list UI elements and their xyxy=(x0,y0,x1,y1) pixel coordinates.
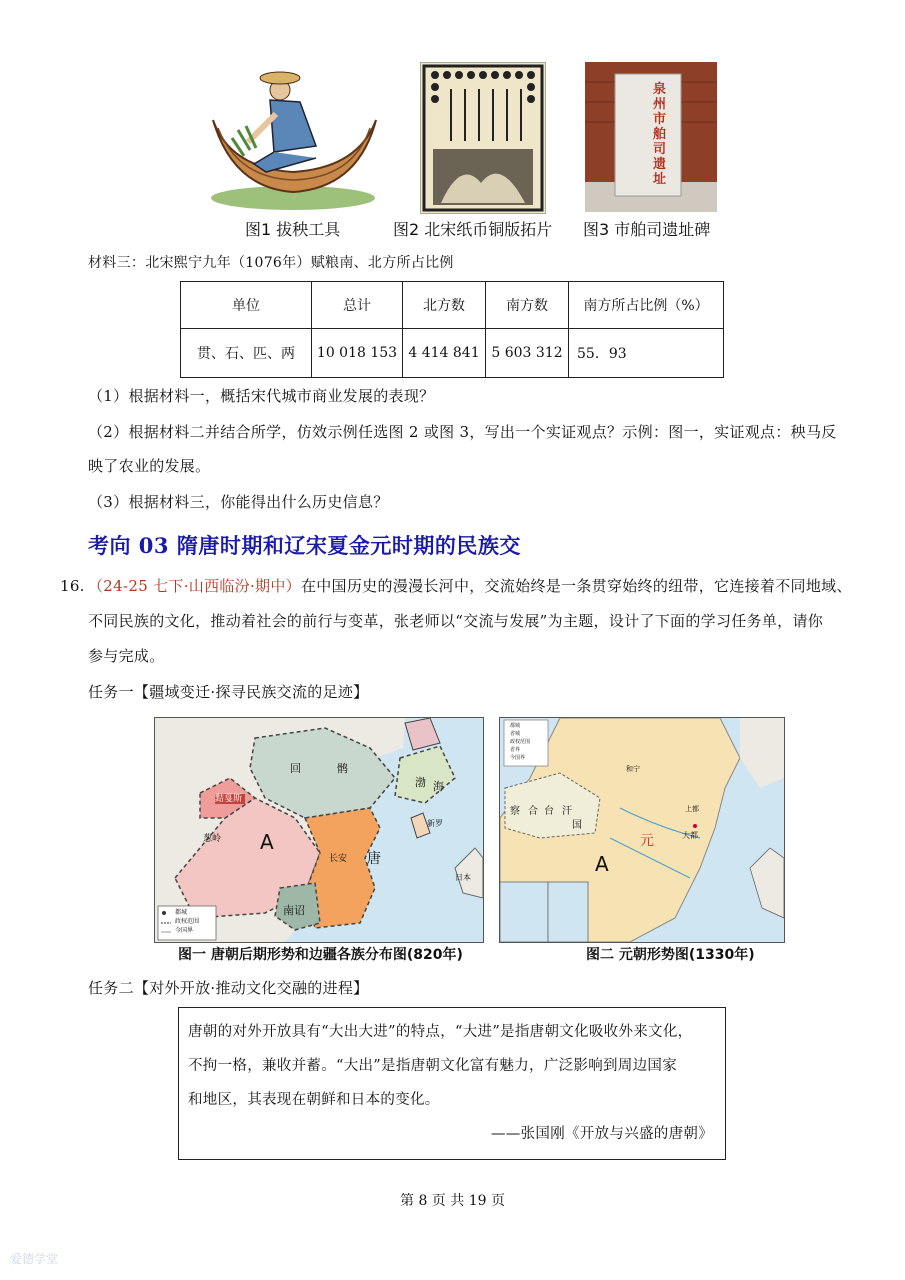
map1-label-xinluo: 新罗 xyxy=(427,819,443,828)
map-1-caption: 图一 唐朝后期形势和边疆各族分布图(820年) xyxy=(178,947,463,963)
map1-label-nanzhao: 南诏 xyxy=(283,904,305,917)
map-tang-820 xyxy=(154,717,484,943)
table-header-cell: 总计 xyxy=(312,282,403,329)
quote-source: ——张国刚《开放与兴盛的唐朝》 xyxy=(491,1126,713,1142)
table-cell: 4 414 841 xyxy=(403,329,486,378)
table-header-row xyxy=(181,282,724,329)
task-2-label: 任务二【对外开放·推动文化交融的进程】 xyxy=(88,979,369,997)
table-header-cell: 南方数 xyxy=(486,282,569,329)
question-2-line-1: （2）根据材料二并结合所学，仿效示例任选图 2 或图 3，写出一个实证观点？示例：图一，实证观点：秧马反 xyxy=(88,423,837,441)
map1-label-bohai-1: 渤 xyxy=(415,776,426,789)
map2-legend xyxy=(510,722,530,762)
map2-label-tai: 台 xyxy=(544,806,554,817)
map1-label-a: A xyxy=(260,830,274,854)
map1-legend xyxy=(175,908,199,935)
table-cell: 55．93 xyxy=(569,329,724,378)
map2-label-dadu: 大都 xyxy=(682,831,698,840)
table-header-cell: 南方所占比例（%） xyxy=(569,282,724,329)
map-yuan-1330 xyxy=(499,717,785,943)
question-16-line-1 xyxy=(88,570,852,603)
quote-line-1: 唐朝的对外开放具有“大出大进”的特点，“大进”是指唐朝文化吸收外来文化， xyxy=(188,1024,693,1040)
map1-legend-item: 今国界 xyxy=(175,927,194,934)
map1-label-tang: 唐 xyxy=(367,851,381,867)
question-16-text: 在中国历史的漫漫长河中，交流始终是一条贯穿始终的纽带，它连接着不同地域、 xyxy=(300,577,852,595)
question-16-line-2: 不同民族的文化，推动着社会的前行与变革，张老师以“交流与发展”为主题，设计了下面的学习任务单，请你 xyxy=(88,612,824,630)
map-2-caption: 图二 元朝形势图(1330年) xyxy=(586,947,755,963)
material-3-table xyxy=(180,281,724,378)
map2-label-han: 汗 xyxy=(562,806,572,817)
map1-label-huihu-1: 回 xyxy=(290,762,301,775)
question-2-line-2: 映了农业的发展。 xyxy=(88,457,211,475)
map1-label-riben: 日本 xyxy=(455,873,471,882)
map1-label-changan: 长安 xyxy=(329,854,348,864)
figure-3-caption: 图3 市舶司遗址碑 xyxy=(583,220,711,239)
map2-legend-item: 都城 xyxy=(510,723,521,729)
table-cell: 贯、石、匹、两 xyxy=(181,329,312,378)
map2-label-a: A xyxy=(595,852,609,876)
figure-1-image xyxy=(208,60,378,210)
figure-1-caption: 图1 拔秧工具 xyxy=(245,220,341,239)
figure-2-image xyxy=(420,62,546,214)
map2-legend-item: 省界 xyxy=(510,747,521,753)
task-1-label: 任务一【疆域变迁·探寻民族交流的足迹】 xyxy=(88,683,369,701)
map1-label-xiajiasi: 黠戛斯 xyxy=(215,794,245,804)
question-16-source: （24-25 七下·山西临汾·期中） xyxy=(88,577,301,595)
map1-label-huihu-2: 鹘 xyxy=(337,762,348,775)
map2-label-guo: 国 xyxy=(572,820,582,831)
table-row xyxy=(181,329,724,378)
table-header-cell: 北方数 xyxy=(403,282,486,329)
question-16-line-3: 参与完成。 xyxy=(88,647,165,665)
map2-label-yuan: 元 xyxy=(640,833,654,849)
section-title: 考向 03 隋唐时期和辽宋夏金元时期的民族交 xyxy=(88,533,521,558)
material-3-title: 材料三：北宋熙宁九年（1076年）赋粮南、北方所占比例 xyxy=(88,255,454,271)
map1-label-congling: 葱岭 xyxy=(203,834,222,844)
map2-legend-item: 今国界 xyxy=(510,755,526,761)
map2-label-cha: 察 xyxy=(510,806,520,817)
map1-legend-item: 政权范围 xyxy=(175,918,200,925)
map1-legend-item: 都城 xyxy=(175,909,188,916)
figure-2-caption: 图2 北宋纸币铜版拓片 xyxy=(393,220,553,239)
map2-legend-item: 政权范围 xyxy=(510,739,531,745)
quote-line-3: 和地区，其表现在朝鲜和日本的变化。 xyxy=(188,1092,440,1108)
question-1: （1）根据材料一，概括宋代城市商业发展的表现？ xyxy=(88,387,435,405)
map2-label-he: 合 xyxy=(528,806,538,817)
figure-3-image xyxy=(585,62,717,212)
table-cell: 10 018 153 xyxy=(312,329,403,378)
page-number: 第 8 页 共 19 页 xyxy=(400,1193,505,1209)
table-cell: 5 603 312 xyxy=(486,329,569,378)
map2-label-hening: 和宁 xyxy=(626,765,640,773)
question-16-number: 16. xyxy=(60,577,85,595)
stone-inscription: 泉州市舶司遗址 xyxy=(653,82,667,187)
quote-line-2: 不拘一格，兼收并蓄。“大出”是指唐朝文化富有魅力，广泛影响到周边国家 xyxy=(188,1058,678,1074)
table-header-cell: 单位 xyxy=(181,282,312,329)
map2-label-shangdu: 上都 xyxy=(685,805,699,813)
quote-box xyxy=(178,1007,726,1160)
map2-legend-item: 省城 xyxy=(510,731,521,737)
watermark: 爱德学堂 xyxy=(10,1252,59,1266)
map1-label-bohai-2: 海 xyxy=(433,780,444,793)
question-3: （3）根据材料三，你能得出什么历史信息？ xyxy=(88,493,389,511)
